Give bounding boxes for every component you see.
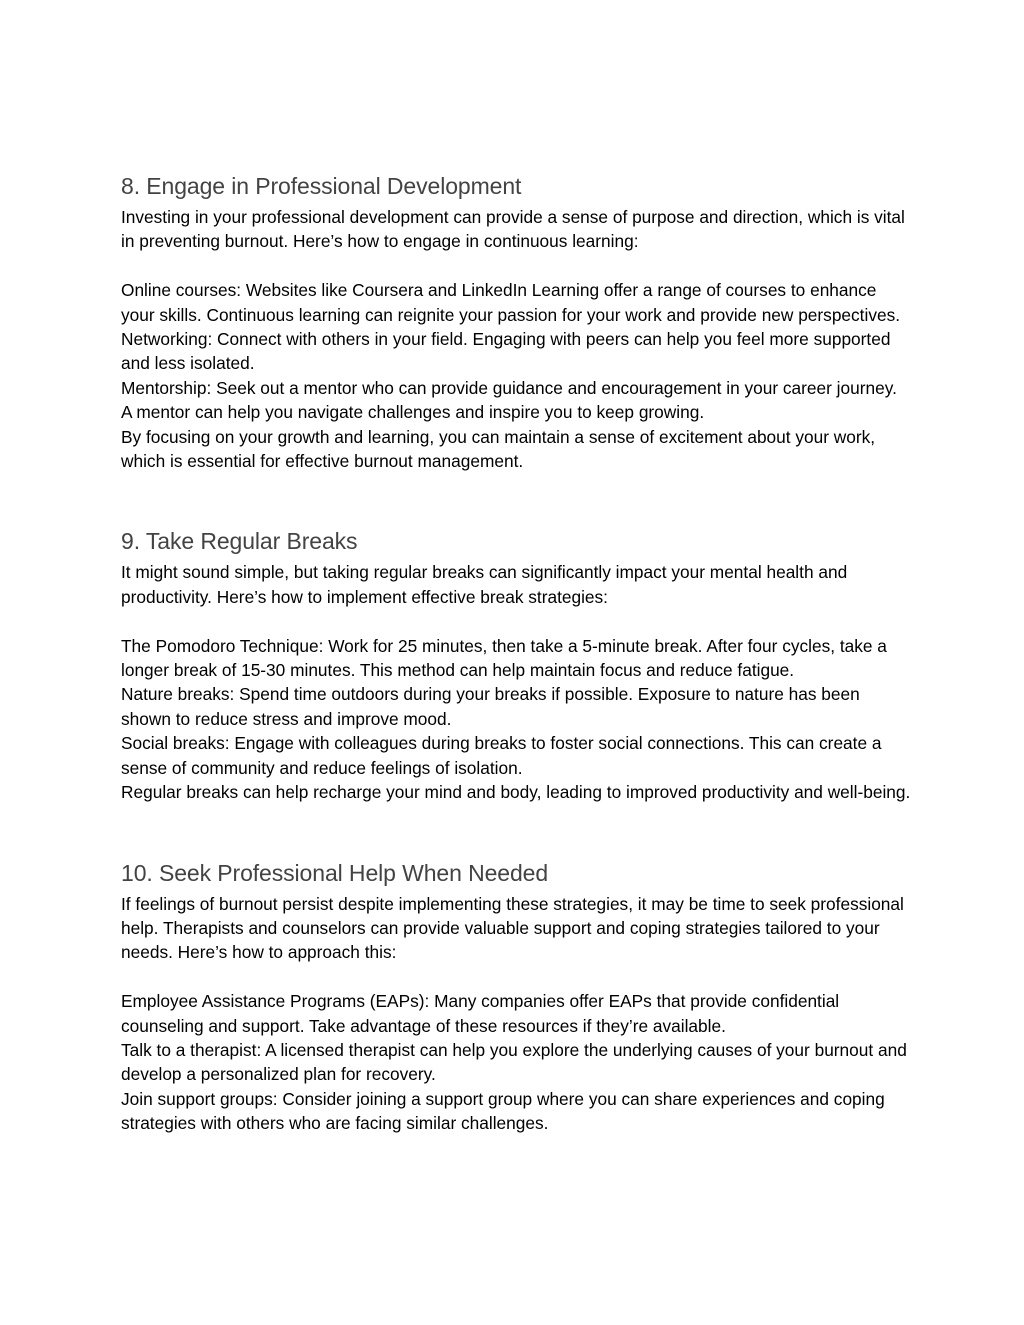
section-gap <box>121 805 911 858</box>
document-page <box>121 171 911 1136</box>
list-item: The Pomodoro Technique: Work for 25 minutes, then take a 5-minute break. After four cycles, take a longer break of 15-30 minutes. This method can help maintain focus and reduce fatigue. <box>121 635 887 681</box>
section-heading: 10. Seek Professional Help When Needed <box>121 859 549 886</box>
section-conclusion: Regular breaks can help recharge your mind and body, leading to improved productivity and well-being. <box>121 782 911 803</box>
section-intro: If feelings of burnout persist despite implementing these strategies, it may be time to seek professional help. Therapists and counselors can provide valuable support and coping strategies tailored to your needs. Here’s how to approach this: <box>121 893 904 963</box>
list-item: Employee Assistance Programs (EAPs): Many companies offer EAPs that provide confidential counseling and support. Take advantage of these resources if they’re available. <box>121 991 840 1036</box>
section-regular-breaks <box>121 526 911 804</box>
blank-line <box>121 965 911 989</box>
section-conclusion: By focusing on your growth and learning, you can maintain a sense of excitement about your work, which is essential for effective burnout management. <box>121 426 876 472</box>
list-item: Social breaks: Engage with colleagues during breaks to foster social connections. This can create a sense of community and reduce feelings of isolation. <box>121 733 882 778</box>
section-intro: Investing in your professional development can provide a sense of purpose and direction, which is vital in preventing burnout. Here’s how to engage in continuous learning: <box>121 207 905 252</box>
blank-line <box>121 254 911 278</box>
list-item: Nature breaks: Spend time outdoors during your breaks if possible. Exposure to nature has been shown to reduce stress and improve mood. <box>121 684 860 729</box>
section-gap <box>121 473 911 526</box>
list-item: Talk to a therapist: A licensed therapist can help you explore the underlying causes of your burnout and develop a personalized plan for recovery. <box>121 1039 907 1085</box>
list-item: Join support groups: Consider joining a support group where you can share experiences and coping strategies with others who are facing similar challenges. <box>121 1088 885 1134</box>
section-professional-development <box>121 171 911 473</box>
blank-line <box>121 609 911 633</box>
list-item: Mentorship: Seek out a mentor who can provide guidance and encouragement in your career journey. A mentor can help you navigate challenges and inspire you to keep growing. <box>121 377 897 423</box>
list-item: Online courses: Websites like Coursera and LinkedIn Learning offer a range of courses to enhance your skills. Continuous learning can reignite your passion for your work and provide new perspectives. <box>121 280 901 325</box>
section-heading: 9. Take Regular Breaks <box>121 528 358 555</box>
list-item: Networking: Connect with others in your field. Engaging with peers can help you feel more supported and less isolated. <box>121 329 891 374</box>
section-professional-help <box>121 858 911 1136</box>
section-intro: It might sound simple, but taking regular breaks can significantly impact your mental health and productivity. Here’s how to implement effective break strategies: <box>121 562 848 607</box>
section-heading: 8. Engage in Professional Development <box>121 173 522 199</box>
